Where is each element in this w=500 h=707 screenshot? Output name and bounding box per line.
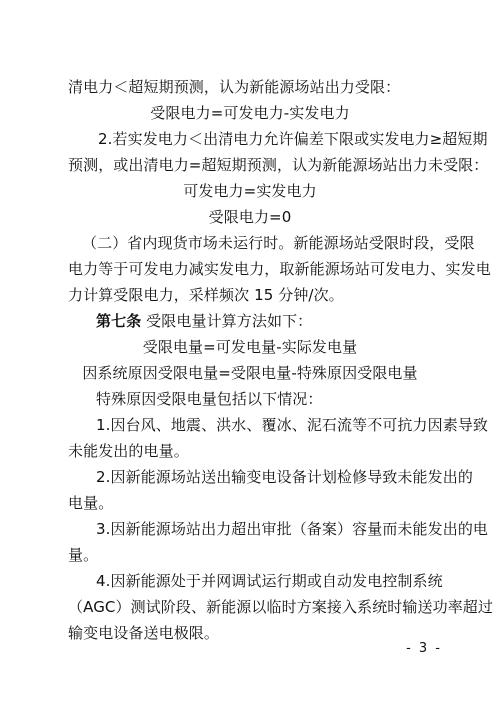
- text-line: 特殊原因受限电量包括以下情况：: [96, 390, 323, 408]
- article-number: 第七条: [96, 312, 142, 330]
- text-line: 2.因新能源场站送出输变电设备计划检修导致未能发出的: [96, 468, 473, 486]
- text-line: （AGC）测试阶段、新能源以临时方案接入系统时输送功率超过: [68, 598, 493, 616]
- page-number: - 3 -: [406, 641, 442, 656]
- text-line: 量。: [68, 546, 99, 564]
- text-line: 3.因新能源场站出力超出审批（备案）容量而未能发出的电: [96, 520, 489, 538]
- formula-line: 受限电量=可发电量-实际发电量: [142, 338, 358, 356]
- article-title: 受限电量计算方法如下：: [141, 312, 313, 330]
- text-line: （二）省内现货市场未运行时。新能源场站受限时段，受限: [82, 234, 475, 252]
- text-line: 2.若实发电力＜出清电力允许偏差下限或实发电力≥超短期: [98, 130, 488, 148]
- formula-line: 因系统原因受限电量=受限电量-特殊原因受限电量: [82, 364, 418, 382]
- text-line: 力计算受限电力，采样频次 15 分钟/次。: [68, 286, 344, 304]
- text-line: 1.因台风、地震、洪水、覆冰、泥石流等不可抗力因素导致: [96, 416, 489, 434]
- text-line: 电力等于可发电力减实发电力，取新能源场站可发电力、实发电: [68, 260, 491, 278]
- text-line: 4.因新能源处于并网调试运行期或自动发电控制系统: [96, 572, 443, 590]
- formula-line: 受限电力=可发电力-实发电力: [150, 104, 350, 122]
- text-line: 清电力＜超短期预测，认为新能源场站出力受限：: [68, 78, 401, 96]
- text-line: 预测，或出清电力=超短期预测，认为新能源场站出力未受限：: [68, 156, 489, 174]
- article-heading: [96, 311, 312, 331]
- formula-line: 可发电力=实发电力: [183, 182, 317, 200]
- text-line: 未能发出的电量。: [68, 442, 189, 460]
- text-line: 电量。: [68, 494, 114, 512]
- text-line: 输变电设备送电极限。: [68, 624, 220, 642]
- formula-line: 受限电力=0: [208, 208, 292, 226]
